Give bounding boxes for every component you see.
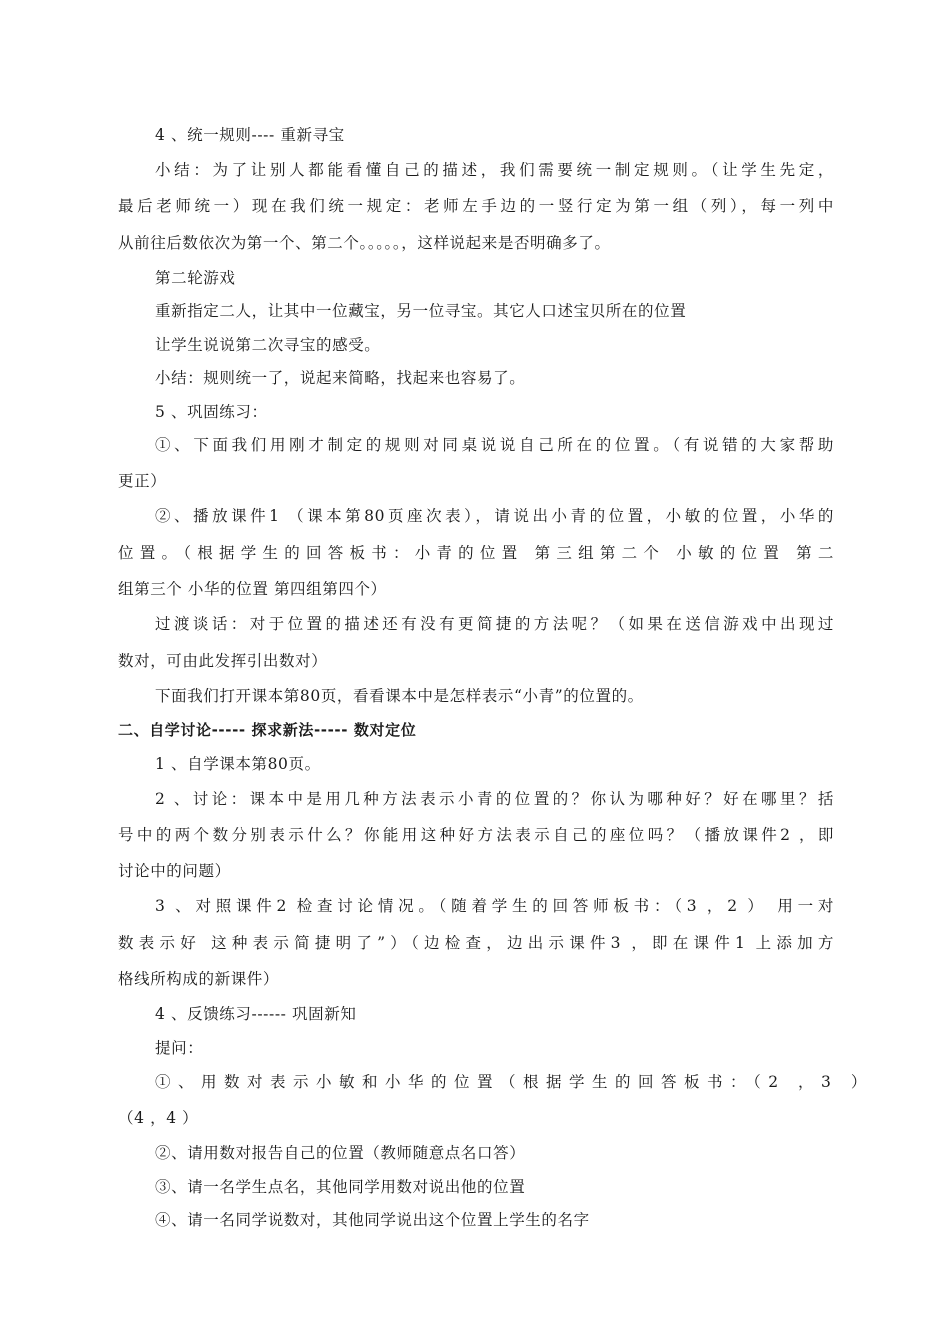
summary-paragraph-line: 最后老师统一）现在我们统一规定：老师左手边的一竖行定为第一组（列），每一列中	[118, 197, 834, 215]
exercise-1-line: ①、下面我们用刚才制定的规则对同桌说说自己所在的位置。（有说错的大家帮助	[155, 436, 834, 454]
exercise-1-line: 更正）	[118, 472, 167, 490]
paragraph-line: 小结：规则统一了，说起来简略，找起来也容易了。	[155, 369, 526, 387]
step-4-feedback-heading: 4 、反馈练习------ 巩固新知	[155, 1005, 357, 1023]
step-2-line: 讨论中的问题）	[118, 862, 231, 880]
summary-paragraph-line: 小结：为了让别人都能看懂自己的描述，我们需要统一制定规则。（让学生先定，	[155, 161, 834, 179]
step-1-line: 1 、自学课本第80页。	[155, 755, 321, 773]
second-round-heading: 第二轮游戏	[155, 269, 236, 287]
step-5-heading: 5 、巩固练习：	[155, 403, 268, 421]
step-4-heading: 4 、统一规则---- 重新寻宝	[155, 126, 345, 144]
exercise-2-line: 位置。（根据学生的回答板书：小青的位置 第三组第二个 小敏的位置 第二	[118, 544, 834, 562]
paragraph-line: 重新指定二人，让其中一位藏宝，另一位寻宝。其它人口述宝贝所在的位置	[155, 302, 687, 320]
paragraph-line: 让学生说说第二次寻宝的感受。	[155, 336, 381, 354]
step-2-line: 2 、讨论：课本中是用几种方法表示小青的位置的？你认为哪种好？好在哪里？括	[155, 790, 834, 808]
exercise-2-line: ②、播放课件1 （课本第80页座次表），请说出小青的位置，小敏的位置，小华的	[155, 507, 834, 525]
section-two-heading: 二、自学讨论----- 探求新法----- 数对定位	[118, 721, 417, 739]
question-label: 提问：	[155, 1039, 204, 1057]
exercise-2-line: 组第三个 小华的位置 第四组第四个）	[118, 580, 387, 598]
summary-paragraph-line: 从前往后数依次为第一个、第二个。。。。。，这样说起来是否明确多了。	[118, 234, 611, 252]
question-3-line: ③、请一名学生点名，其他同学用数对说出他的位置	[155, 1178, 526, 1196]
step-3-line: 格线所构成的新课件）	[118, 970, 280, 988]
step-2-line: 号中的两个数分别表示什么？你能用这种好方法表示自己的座位吗？（播放课件2 ，即	[118, 826, 834, 844]
question-1-line: ①、用数对表示小敏和小华的位置（根据学生的回答板书：（2 ，3 ）	[155, 1073, 874, 1091]
question-1-line: （4 ，4 ）	[118, 1109, 199, 1127]
step-3-line: 数表示好 这种表示简捷明了”）（边检查，边出示课件3 ，即在课件1 上添加方	[118, 934, 834, 952]
transition-line: 数对，可由此发挥引出数对）	[118, 652, 328, 670]
question-4-line: ④、请一名同学说数对，其他同学说出这个位置上学生的名字	[155, 1211, 590, 1229]
transition-line: 过渡谈话：对于位置的描述还有没有更简捷的方法呢？（如果在送信游戏中出现过	[155, 615, 834, 633]
step-3-line: 3 、对照课件2 检查讨论情况。（随着学生的回答师板书：（3 ，2 ） 用一对	[155, 897, 834, 915]
paragraph-line: 下面我们打开课本第80页，看看课本中是怎样表示“小青”的位置的。	[155, 687, 644, 705]
question-2-line: ②、请用数对报告自己的位置（教师随意点名口答）	[155, 1144, 526, 1162]
